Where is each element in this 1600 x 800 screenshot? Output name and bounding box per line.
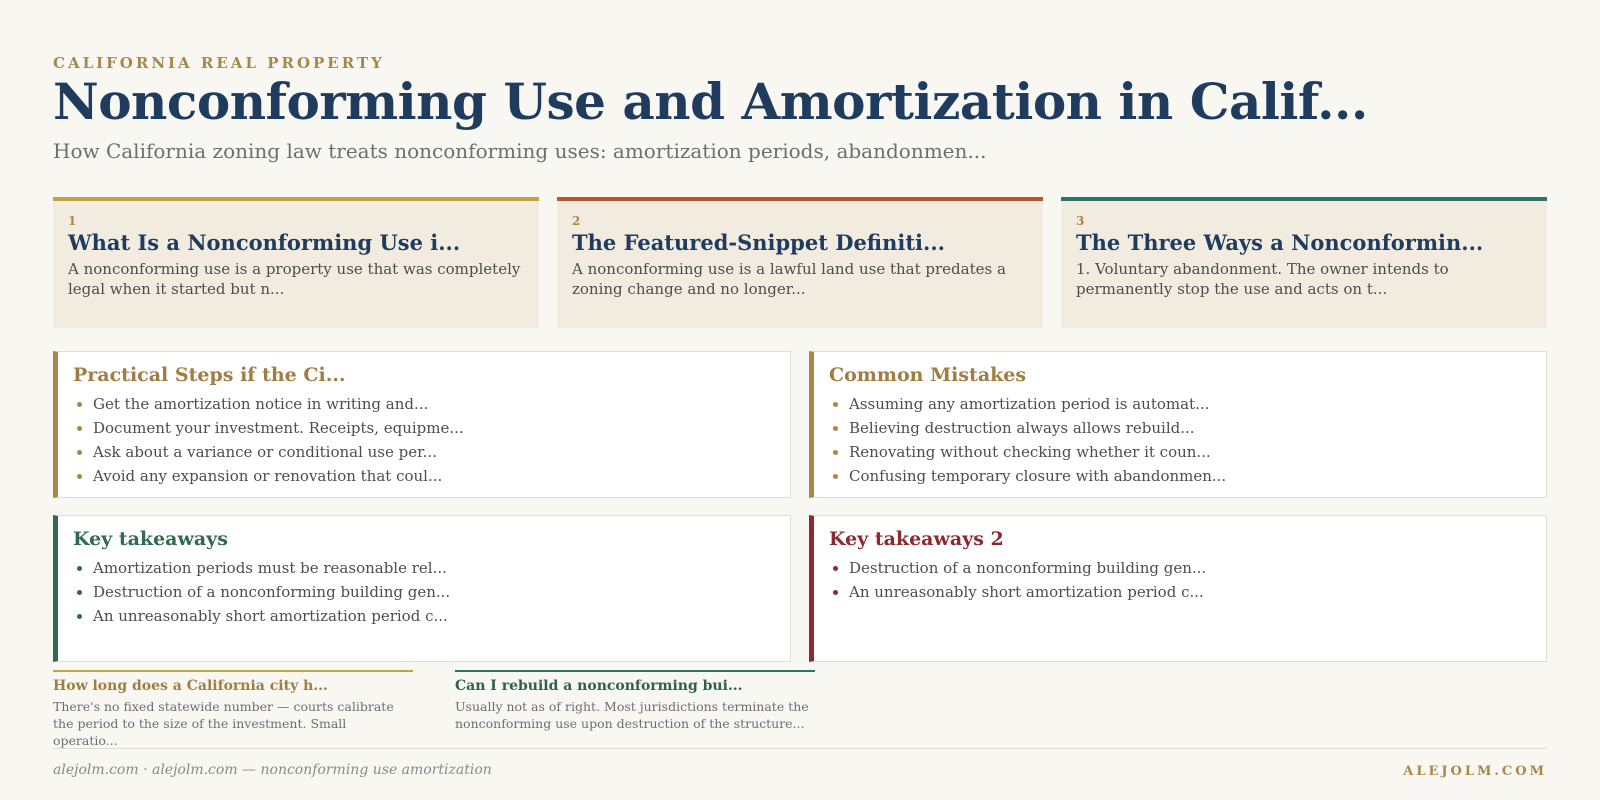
kicker: CALIFORNIA REAL PROPERTY <box>53 54 385 72</box>
common-mistakes-panel <box>809 351 1547 498</box>
list-item: • Document your investment. Receipts, equipme... <box>93 416 775 440</box>
footer-divider <box>53 748 1547 749</box>
panel-title: Key takeaways 2 <box>829 528 1004 550</box>
key-takeaways-panel <box>53 515 791 662</box>
list-item: • Avoid any expansion or renovation that coul... <box>93 464 775 488</box>
card-number: 3 <box>1076 214 1085 228</box>
panel-title: Common Mistakes <box>829 364 1027 386</box>
footer-brand[interactable]: ALEJOLM.COM <box>1403 764 1547 779</box>
footer-source: alejolm.com · alejolm.com — nonconforming use amortization <box>53 762 492 778</box>
bullet-list <box>73 392 775 488</box>
list-item: • An unreasonably short amortization period c... <box>849 580 1531 604</box>
faq-question[interactable]: How long does a California city h... <box>53 678 328 694</box>
faq-answer: There's no fixed statewide number — courts calibrate the period to the size of the investment. Small operatio... <box>53 699 394 748</box>
card-title[interactable]: The Featured-Snippet Definiti... <box>572 230 945 255</box>
list-item: • An unreasonably short amortization period c... <box>93 604 775 628</box>
card-body: A nonconforming use is a property use that was completely legal when it started but n... <box>68 260 521 298</box>
card-1 <box>53 197 539 328</box>
panel-title: Key takeaways <box>73 528 228 550</box>
key-takeaways-2-panel <box>809 515 1547 662</box>
faq-answer: Usually not as of right. Most jurisdictions terminate the nonconforming use upon destruction of the structure... <box>455 699 809 731</box>
list-item: • Believing destruction always allows rebuild... <box>849 416 1531 440</box>
faq-2 <box>455 670 815 732</box>
list-item: • Ask about a variance or conditional use per... <box>93 440 775 464</box>
bullet-list <box>829 392 1531 488</box>
card-number: 1 <box>68 214 77 228</box>
list-item: • Confusing temporary closure with abandonmen... <box>849 464 1531 488</box>
card-title[interactable]: What Is a Nonconforming Use i... <box>68 230 461 255</box>
bullet-list <box>829 556 1531 604</box>
list-item: • Get the amortization notice in writing and... <box>93 392 775 416</box>
bullet-list <box>73 556 775 628</box>
card-3 <box>1061 197 1547 328</box>
card-title[interactable]: The Three Ways a Nonconformin... <box>1076 230 1484 255</box>
card-body: 1. Voluntary abandonment. The owner intends to permanently stop the use and acts on t... <box>1076 260 1449 298</box>
list-item: • Destruction of a nonconforming building gen... <box>93 580 775 604</box>
card-number: 2 <box>572 214 581 228</box>
card-2 <box>557 197 1043 328</box>
list-item: • Assuming any amortization period is automat... <box>849 392 1531 416</box>
faq-1 <box>53 670 413 749</box>
page-subtitle: How California zoning law treats nonconforming uses: amortization periods, abandonmen... <box>53 139 987 163</box>
practical-steps-panel <box>53 351 791 498</box>
faq-question[interactable]: Can I rebuild a nonconforming bui... <box>455 678 743 694</box>
list-item: • Destruction of a nonconforming building gen... <box>849 556 1531 580</box>
list-item: • Renovating without checking whether it coun... <box>849 440 1531 464</box>
list-item: • Amortization periods must be reasonable rel... <box>93 556 775 580</box>
card-body: A nonconforming use is a lawful land use that predates a zoning change and no longer... <box>572 260 1006 298</box>
panel-title: Practical Steps if the Ci... <box>73 364 346 386</box>
page-title: Nonconforming Use and Amortization in Calif... <box>53 72 1368 131</box>
